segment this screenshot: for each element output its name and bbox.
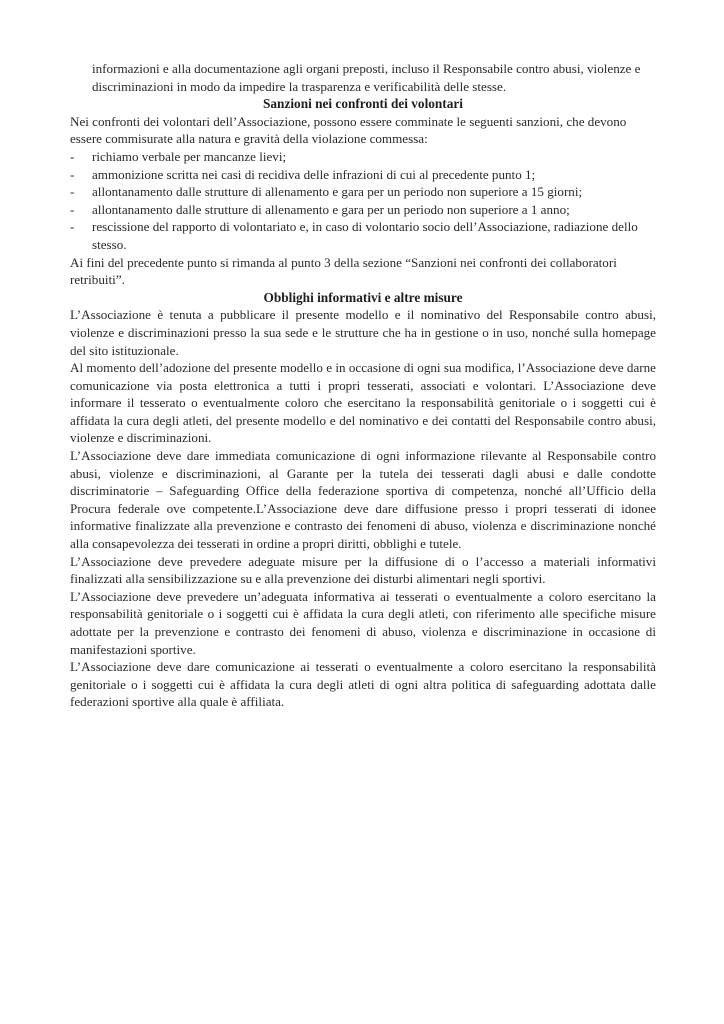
paragraph: L’Associazione deve dare immediata comunicazione di ogni informazione rilevante al Responsabile contro abusi, violenze e discriminazioni, al Garante per la tutela dei tesserati dagli abusi e dalle condotte discriminatorie – Safeguarding Office della federazione sportiva di competenza, nonché all’Ufficio della Procura federale ove competente.L’Associazione deve dare diffusione presso i propri tesserati di idonee informative finalizzate alla prevenzione e contrasto dei fenomeni di abuso, violenza e discriminazione nonché alla consapevolezza dei tesserati in ordine a propri diritti, obblighi e tutele. (70, 448, 656, 552)
section1-note: Ai fini del precedente punto si rimanda al punto 3 della sezione “Sanzioni nei confronti dei collaboratori retribuiti”. (70, 254, 617, 288)
list-item-text: allontanamento dalle strutture di allenamento e gara per un periodo non superiore a 1 anno; (92, 201, 570, 217)
list-item-text: rescissione del rapporto di volontariato e, in caso di volontario socio dell’Associazione, radiazione dello stesso. (92, 219, 638, 252)
bullet-dash: - (70, 148, 75, 164)
list-item (70, 166, 656, 184)
paragraph: L’Associazione è tenuta a pubblicare il presente modello e il nominativo del Responsabile contro abusi, violenze e discriminazioni presso la sua sede e le strutture che ha in gestione o in uso, nonché sulla homepage del sito istituzionale. (70, 307, 656, 358)
list-item-text: ammonizione scritta nei casi di recidiva delle infrazioni di cui al precedente punto 1; (92, 166, 536, 182)
section-title-sanzioni-volontari: Sanzioni nei confronti dei volontari (263, 96, 463, 112)
bullet-dash: - (70, 201, 75, 217)
section1-intro: Nei confronti dei volontari dell’Associazione, possono essere comminate le seguenti sanzioni, che devono essere commisurate alla natura e gravità della violazione commessa: (70, 113, 627, 147)
bullet-dash: - (70, 184, 75, 200)
bullet-dash: - (70, 219, 75, 235)
paragraph: L’Associazione deve dare comunicazione ai tesserati o eventualmente a coloro esercitano la responsabilità genitoriale o i soggetti cui è affidata la cura degli atleti di ogni altra politica di safeguarding adottata dalle federazioni sportive alla quale è affiliata. (70, 659, 656, 710)
bullet-dash: - (70, 166, 75, 182)
intro-continuation: informazioni e alla documentazione agli organi preposti, incluso il Responsabile contro abusi, violenze e discriminazioni in modo da impedire la trasparenza e verificabilità delle stesse. (92, 61, 641, 94)
list-item-text: richiamo verbale per mancanze lievi; (92, 148, 287, 164)
document-page (70, 60, 656, 711)
paragraph: L’Associazione deve prevedere un’adeguata informativa ai tesserati o eventualmente a coloro esercitano la responsabilità genitoriale o i soggetti cui è affidata la cura degli atleti, con riferimento alle specifiche misure adottate per la prevenzione e contrasto dei fenomeni di abuso, violenza e discriminazione in occasione di manifestazioni sportive. (70, 588, 656, 657)
paragraph: Al momento dell’adozione del presente modello e in occasione di ogni sua modifica, l’Associazione deve darne comunicazione via posta elettronica a tutti i propri tesserati, associati e volontari. L’Associazione deve informare il tesserato o eventualmente coloro che esercitano la responsabilità genitoriale o i soggetti cui è affidata la cura degli atleti, del presente modello e del nominativo e dei contatti del Responsabile contro abusi, violenze e discriminazioni. (70, 360, 656, 446)
paragraph: L’Associazione deve prevedere adeguate misure per la diffusione di o l’accesso a materiali informativi finalizzati alla sensibilizzazione su e alla prevenzione dei disturbi alimentari negli sportivi. (70, 553, 656, 587)
list-item (70, 218, 656, 253)
list-item (70, 183, 656, 201)
list-item (70, 201, 656, 219)
list-item-text: allontanamento dalle strutture di allenamento e gara per un periodo non superiore a 15 giorni; (92, 184, 583, 200)
sanctions-list (70, 148, 656, 254)
section-title-obblighi-informativi: Obblighi informativi e altre misure (263, 289, 463, 305)
list-item (70, 148, 656, 166)
